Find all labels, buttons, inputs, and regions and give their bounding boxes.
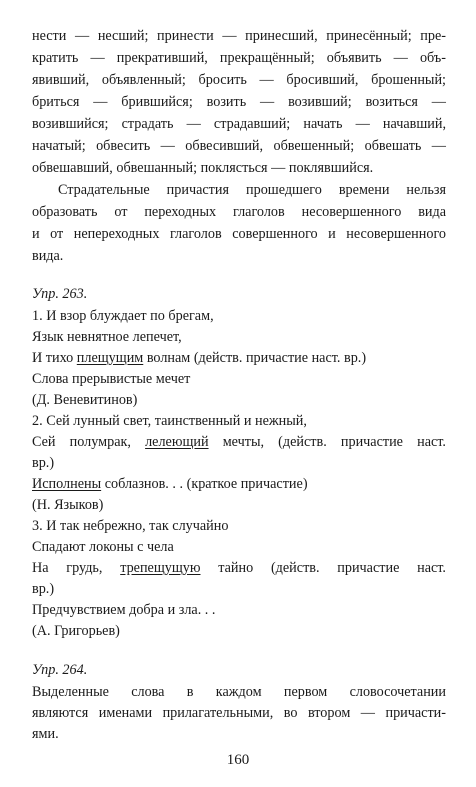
rule-line: образовать от переходных глаголов несовершенного вида — [32, 204, 446, 220]
text-line: нести — несший; принести — принесший, принесённый; пре- — [32, 28, 446, 44]
underlined-participle: Исполнены — [32, 476, 102, 492]
exercise-263-heading: Упр. 263. — [32, 286, 88, 302]
poem-author: (Д. Веневитинов) — [32, 392, 138, 408]
text-line: бриться — брившийся; возить — возивший; возиться — — [32, 94, 446, 110]
poem-line — [32, 558, 446, 578]
text-line: ями. — [32, 726, 59, 742]
poem-line: Слова прерывистые мечет — [32, 371, 191, 387]
poem-line — [32, 474, 446, 494]
poem-line — [32, 432, 446, 452]
text-line: Выделенные слова в каждом первом словосочетании — [32, 684, 446, 700]
rule-line: Страдательные причастия прошедшего времени нельзя — [58, 182, 446, 198]
poem-text: На грудь, — [32, 560, 121, 576]
text-line: явивший, объявленный; бросить — бросивший, брошенный; — [32, 72, 446, 88]
text-line: возившийся; страдать — страдавший; начать — начавший, — [32, 116, 446, 132]
poem-line: 2. Сей лунный свет, таинственный и нежный, — [32, 413, 307, 429]
underlined-participle: плещущим — [76, 350, 144, 366]
poem-text: мечты, (действ. причастие наст. — [208, 434, 446, 450]
poem-line: 1. И взор блуждает по брегам, — [32, 308, 214, 324]
poem-line — [32, 348, 446, 368]
poem-text: И тихо — [32, 350, 77, 366]
poem-line: вр.) — [32, 455, 55, 471]
poem-text: волнам (действ. причастие наст. вр.) — [143, 350, 367, 366]
page-number: 160 — [226, 752, 250, 768]
poem-author: (Н. Языков) — [32, 497, 104, 513]
rule-line: вида. — [32, 248, 64, 264]
text-line: обвешавший, обвешанный; поклясться — поклявшийся. — [32, 160, 374, 176]
text-line: являются именами прилагательными, во втором — причасти- — [32, 705, 446, 721]
poem-text: Сей полумрак, — [32, 434, 146, 450]
poem-line: вр.) — [32, 581, 55, 597]
poem-text: тайно (действ. причастие наст. — [200, 560, 446, 576]
underlined-participle: трепещущую — [120, 560, 201, 576]
poem-line: Спадают локоны с чела — [32, 539, 174, 555]
poem-author: (А. Григорьев) — [32, 623, 120, 639]
text-line: начатый; обвесить — обвесивший, обвешенный; обвешать — — [32, 138, 446, 154]
poem-text: соблазнов. . . (краткое причастие) — [101, 476, 308, 492]
poem-line: 3. И так небрежно, так случайно — [32, 518, 229, 534]
exercise-264-heading: Упр. 264. — [32, 662, 88, 678]
underlined-participle: лелеющий — [145, 434, 209, 450]
text-line: кратить — прекративший, прекращённый; объявить — объ- — [32, 50, 446, 66]
poem-line: Предчувствием добра и зла. . . — [32, 602, 216, 618]
poem-line: Язык невнятное лепечет, — [32, 329, 182, 345]
rule-line: и от непереходных глаголов совершенного и несовершенного — [32, 226, 446, 242]
